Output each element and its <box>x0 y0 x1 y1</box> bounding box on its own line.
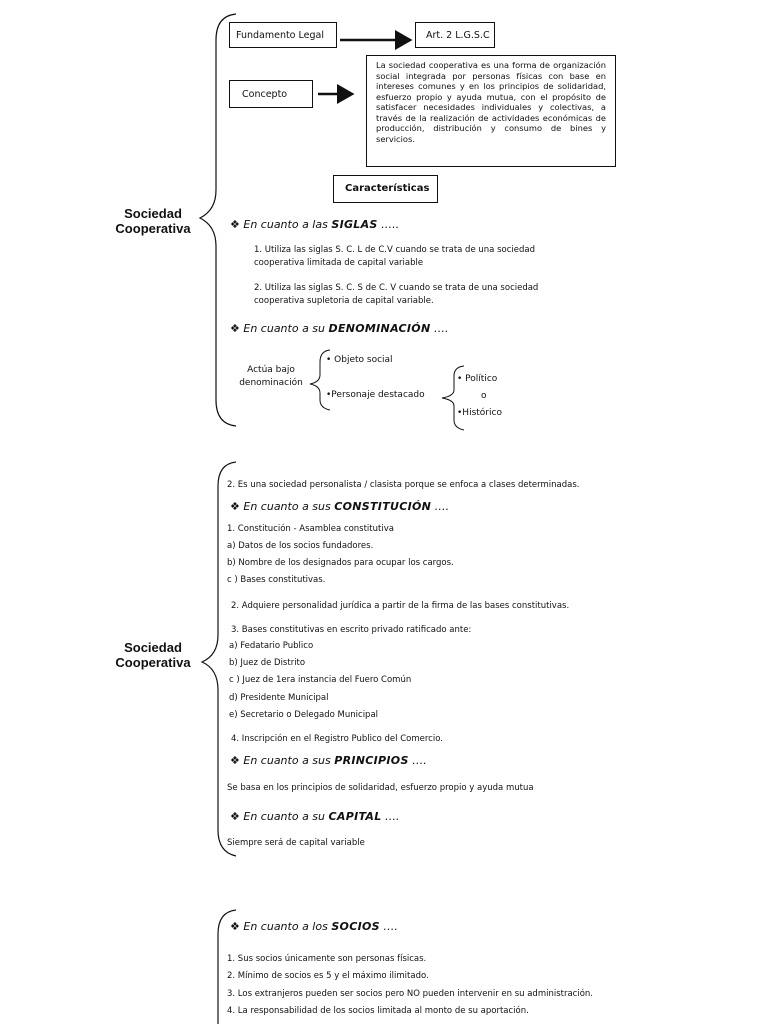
constitucion-heading: ❖ En cuanto a sus CONSTITUCIÓN …. <box>230 500 450 513</box>
fundamento-box <box>229 22 337 48</box>
principios-heading: ❖ En cuanto a sus PRINCIPIOS …. <box>230 754 427 767</box>
const-item-b: b) Nombre de los designados para ocupar los cargos. <box>227 558 454 568</box>
socios-heading: ❖ En cuanto a los SOCIOS …. <box>230 920 398 933</box>
diamond-bullet-icon: ❖ <box>230 500 240 513</box>
socios-item-2: 2. Mínimo de socios es 5 y el máximo ilimitado. <box>227 971 429 981</box>
capital-heading: ❖ En cuanto a su CAPITAL …. <box>230 810 400 823</box>
diamond-bullet-icon: ❖ <box>230 920 240 933</box>
capital-text: Siempre será de capital variable <box>227 838 365 848</box>
art-label: Art. 2 L.G.S.C <box>426 30 490 41</box>
diamond-bullet-icon: ❖ <box>230 754 240 767</box>
bases-item-d: d) Presidente Municipal <box>229 693 329 703</box>
bases-item-a: a) Fedatario Publico <box>229 641 314 651</box>
siglas-heading: ❖ En cuanto a las SIGLAS ….. <box>230 218 400 231</box>
socios-item-1: 1. Sus socios únicamente son personas físicas. <box>227 954 427 964</box>
concepto-definition-box <box>366 55 616 167</box>
personalista-text: 2. Es una sociedad personalista / clasista porque se enfoca a clases determinadas. <box>227 480 580 490</box>
const-item-c: c ) Bases constitutivas. <box>227 575 326 585</box>
bases-item-e: e) Secretario o Delegado Municipal <box>229 710 379 720</box>
caracteristicas-box <box>333 175 438 203</box>
concepto-box <box>229 80 313 108</box>
bases-item-b: b) Juez de Distrito <box>229 658 306 668</box>
const-item-a: a) Datos de los socios fundadores. <box>227 541 374 551</box>
diamond-bullet-icon: ❖ <box>230 322 240 335</box>
const-item-4: 4. Inscripción en el Registro Publico del Comercio. <box>231 734 443 744</box>
principios-text: Se basa en los principios de solidaridad, esfuerzo propio y ayuda mutua <box>227 783 534 793</box>
socios-item-4: 4. La responsabilidad de los socios limitada al monto de su aportación. <box>227 1006 529 1016</box>
section2-title: Sociedad Cooperativa <box>115 640 191 670</box>
const-item-2: 2. Adquiere personalidad jurídica a partir de la firma de las bases constitutivas. <box>231 601 570 611</box>
fundamento-label: Fundamento Legal <box>236 30 324 41</box>
personaje-destacado: •Personaje destacado <box>326 390 425 400</box>
denominacion-heading: ❖ En cuanto a su DENOMINACIÓN …. <box>230 322 449 335</box>
concepto-definition-text: La sociedad cooperativa es una forma de organización social integrada por personas físicas con base en intereses comunes y en los principios de solidaridad, esfuerzo propio y ayuda mutua, con el propósito de satisfacer necesidades individuales y colectivas, a través de la realización de actividades económicas de producción, distribución y consumo de bines y servicios. <box>376 60 606 144</box>
const-item-3: 3. Bases constitutivas en escrito privado ratificado ante: <box>231 625 472 635</box>
section1-title: Sociedad Cooperativa <box>115 206 191 236</box>
bases-item-c: c ) Juez de 1era instancia del Fuero Común <box>229 675 412 685</box>
o-connector: o <box>481 391 487 401</box>
diamond-bullet-icon: ❖ <box>230 218 240 231</box>
caracteristicas-label: Características <box>345 183 430 194</box>
concepto-label: Concepto <box>242 89 288 100</box>
art-box <box>415 22 495 48</box>
const-item-1: 1. Constitución - Asamblea constitutiva <box>227 524 394 534</box>
objeto-social: • Objeto social <box>326 355 393 365</box>
diamond-bullet-icon: ❖ <box>230 810 240 823</box>
politico: • Político <box>457 374 498 384</box>
siglas-item-1: 1. Utiliza las siglas S. C. L de C.V cuando se trata de una sociedad cooperativa limitada de capital variable <box>254 245 535 268</box>
siglas-item-2: 2. Utiliza las siglas S. C. S de C. V cuando se trata de una sociedad cooperativa supletoria de capital variable. <box>254 283 539 306</box>
historico: •Histórico <box>457 408 502 418</box>
actua-label: Actúa bajo denominación <box>239 365 303 388</box>
socios-item-3: 3. Los extranjeros pueden ser socios pero NO pueden intervenir en su administración. <box>227 989 594 999</box>
